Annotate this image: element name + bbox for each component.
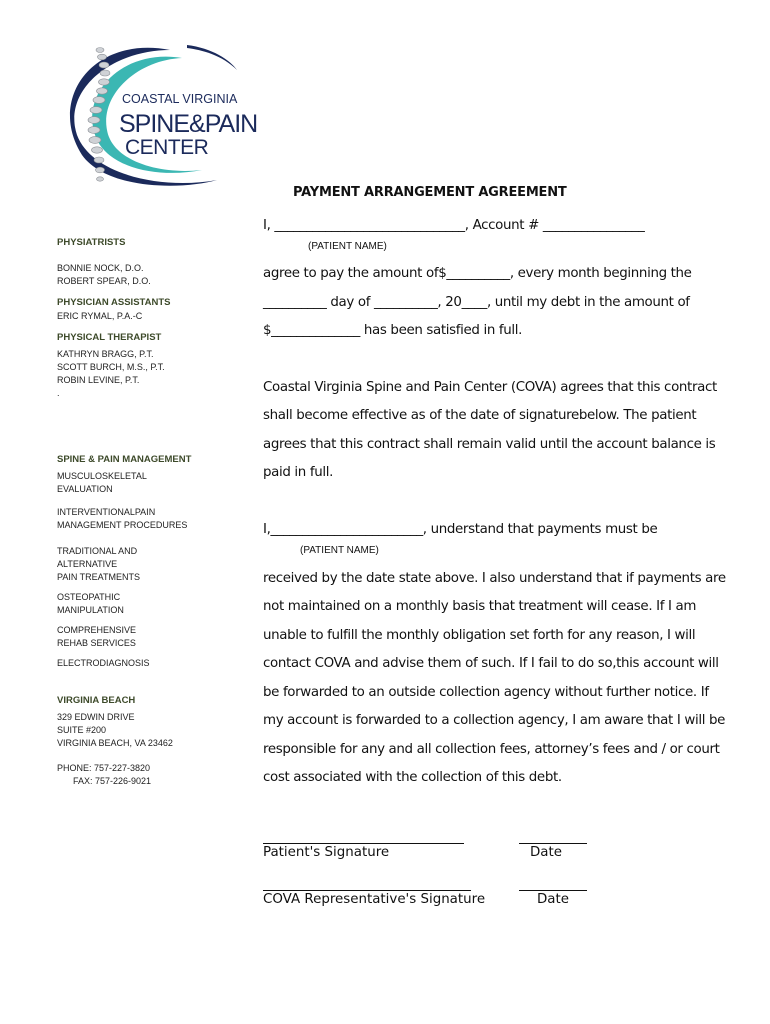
spm-item: MANAGEMENT PROCEDURES bbox=[57, 520, 188, 530]
patient-date-label: Date bbox=[530, 845, 563, 860]
pt-1: KATHRYN BRAGG, P.T. bbox=[57, 349, 154, 359]
spm-item: OSTEOPATHIC bbox=[57, 592, 121, 602]
terms-paragraph-line: received by the date state above. I also understand that if payments are bbox=[263, 571, 726, 586]
terms-paragraph-line: cost associated with the collection of this debt. bbox=[263, 770, 562, 785]
spm-item: PAIN TREATMENTS bbox=[57, 572, 141, 582]
spm-item: ELECTRODIAGNOSIS bbox=[57, 658, 150, 668]
patient-name-label-2: (PATIENT NAME) bbox=[300, 545, 379, 556]
patient-signature-line[interactable] bbox=[263, 843, 464, 844]
rep-signature-line[interactable] bbox=[263, 890, 471, 891]
spm-item: ALTERNATIVE bbox=[57, 559, 118, 569]
address-line: 329 EDWIN DRIVE bbox=[57, 712, 135, 722]
rep-date-label: Date bbox=[537, 892, 570, 907]
logo-line-2: SPINE&PAIN bbox=[119, 110, 258, 138]
terms-paragraph-line: unable to fulfill the monthly obligation set forth for any reason, I will bbox=[263, 628, 696, 643]
spm-item: MUSCULOSKELETAL bbox=[57, 471, 147, 481]
spm-item: COMPREHENSIVE bbox=[57, 625, 137, 635]
contract-paragraph-line: paid in full. bbox=[263, 465, 333, 480]
physiatrist-2: ROBERT SPEAR, D.O. bbox=[57, 276, 151, 286]
spm-item: MANIPULATION bbox=[57, 605, 124, 615]
terms-paragraph-line: be forwarded to an outside collection agency without further notice. If bbox=[263, 685, 709, 700]
physiatrists-heading: PHYSIATRISTS bbox=[57, 237, 126, 248]
cova-logo bbox=[52, 40, 267, 190]
fax: FAX: 757-226-9021 bbox=[73, 776, 152, 786]
logo-line-3: CENTER bbox=[125, 136, 209, 159]
pa-1: ERIC RYMAL, P.A.-C bbox=[57, 311, 143, 321]
pt-heading: PHYSICAL THERAPIST bbox=[57, 332, 162, 343]
terms-paragraph-line: responsible for any and all collection fees, attorney’s fees and / or court bbox=[263, 742, 720, 757]
terms-paragraph-line: my account is forwarded to a collection agency, I am aware that I will be bbox=[263, 713, 726, 728]
contract-paragraph-line: Coastal Virginia Spine and Pain Center (COVA) agrees that this contract bbox=[263, 380, 717, 395]
contract-paragraph-line: shall become effective as of the date of signaturebelow. The patient bbox=[263, 408, 697, 423]
amount-line: agree to pay the amount of$__________, every month beginning the bbox=[263, 266, 692, 281]
pt-3: ROBIN LEVINE, P.T. bbox=[57, 375, 140, 385]
pa-heading: PHYSICIAN ASSISTANTS bbox=[57, 297, 171, 308]
physiatrist-1: BONNIE NOCK, D.O. bbox=[57, 263, 144, 273]
terms-paragraph-line: contact COVA and advise them of such. If I fail to do so,this account will bbox=[263, 656, 719, 671]
document-title: PAYMENT ARRANGEMENT AGREEMENT bbox=[293, 185, 567, 200]
logo-line-1: COASTAL VIRGINIA bbox=[122, 92, 238, 106]
spm-heading: SPINE & PAIN MANAGEMENT bbox=[57, 454, 192, 465]
rep-signature-label: COVA Representative's Signature bbox=[263, 892, 486, 907]
pt-2: SCOTT BURCH, M.S., P.T. bbox=[57, 362, 165, 372]
understand-line: I,________________________, understand that payments must be bbox=[263, 522, 658, 537]
pt-4: . bbox=[57, 388, 60, 398]
address-line: VIRGINIA BEACH, VA 23462 bbox=[57, 738, 173, 748]
contract-paragraph-line: agrees that this contract shall remain valid until the account balance is bbox=[263, 437, 716, 452]
terms-paragraph-line: not maintained on a monthly basis that treatment will cease. If I am bbox=[263, 599, 697, 614]
patient-account-line: I, ______________________________, Account # ________________ bbox=[263, 218, 645, 233]
spm-item: EVALUATION bbox=[57, 484, 113, 494]
spm-item: REHAB SERVICES bbox=[57, 638, 136, 648]
date-line: __________ day of __________, 20____, until my debt in the amount of bbox=[263, 295, 690, 310]
rep-date-line[interactable] bbox=[519, 890, 587, 891]
spine-logo-icon bbox=[52, 40, 267, 190]
office-heading: VIRGINIA BEACH bbox=[57, 695, 136, 706]
patient-signature-label: Patient's Signature bbox=[263, 845, 390, 860]
debt-line: $______________ has been satisfied in full. bbox=[263, 323, 523, 338]
patient-date-line[interactable] bbox=[519, 843, 587, 844]
spm-item: TRADITIONAL AND bbox=[57, 546, 138, 556]
spm-item: INTERVENTIONALPAIN bbox=[57, 507, 156, 517]
address-line: SUITE #200 bbox=[57, 725, 107, 735]
phone: PHONE: 757-227-3820 bbox=[57, 763, 151, 773]
patient-name-label: (PATIENT NAME) bbox=[308, 241, 387, 252]
